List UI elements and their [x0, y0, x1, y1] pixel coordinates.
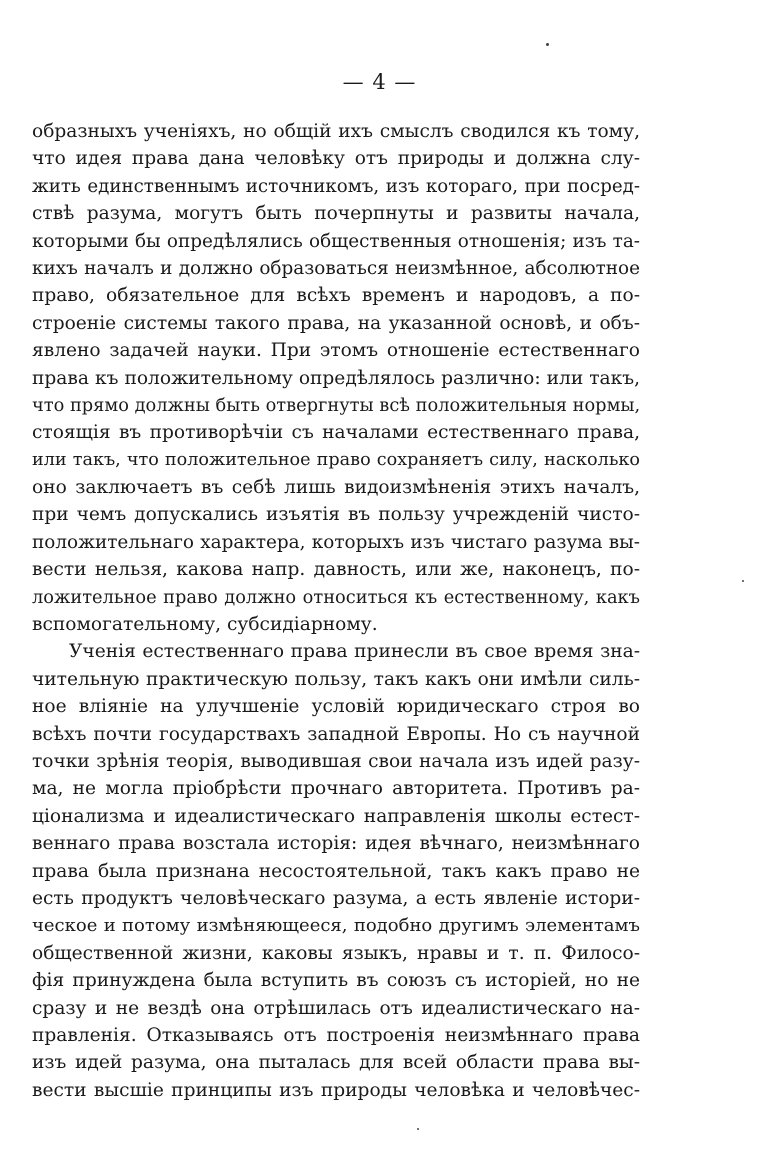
text-line: права была признана несостоятельной, такъ какъ право не: [32, 860, 640, 882]
page-number: — 4 —: [342, 70, 417, 94]
body-text: [32, 118, 640, 1104]
paper-speck: [417, 1128, 419, 1130]
text-line: ное вліяніе на улучшеніе условій юридическаго строя во: [32, 696, 640, 718]
paragraph-end-line: вспомогательному, субсидіарному.: [32, 614, 378, 636]
text-line: что прямо должны быть отвергнуты всѣ положительныя нормы,: [32, 394, 641, 416]
text-line: общественной жизни, каковы языкъ, нравы и т. п. Филосо-: [32, 942, 640, 964]
text-line: право, обязательное для всѣхъ временъ и народовъ, а по-: [32, 285, 640, 307]
paper-speck: [742, 580, 744, 582]
text-line: при чемъ допускались изъятія въ пользу учрежденій чисто-: [32, 504, 640, 526]
text-line: ціонализма и идеалистическаго направленія школы естест-: [32, 805, 640, 827]
text-line: что идея права дана человѣку отъ природы и должна слу-: [32, 148, 640, 170]
text-line: стоящія въ противорѣчіи съ началами естественнаго права,: [32, 422, 640, 444]
text-line: образныхъ ученіяхъ, но общій ихъ смыслъ сводился къ тому,: [32, 121, 640, 142]
text-line: положительнаго характера, которыхъ изъ чистаго разума вы-: [32, 531, 640, 553]
text-line: всѣхъ почти государствахъ западной Европы. Но съ научной: [32, 723, 640, 745]
text-line: ствѣ разума, могутъ быть почерпнуты и развиты начала,: [32, 203, 640, 225]
text-line: жить единственнымъ источникомъ, изъ котораго, при посред-: [32, 175, 640, 197]
paper-speck: [546, 43, 549, 46]
text-line: ческое и потому измѣняющееся, подобно другимъ элементамъ: [32, 915, 640, 937]
text-line: вести нельзя, какова напр. давность, или же, наконецъ, по-: [32, 559, 640, 581]
text-line: явлено задачей науки. При этомъ отношеніе естественнаго: [32, 340, 640, 362]
text-line: сразу и не вездѣ она отрѣшилась отъ идеалистическаго на-: [32, 997, 640, 1019]
text-line: вести высшіе принципы изъ природы человѣка и человѣчес-: [32, 1079, 640, 1101]
text-line: правленія. Отказываясь отъ построенія неизмѣннаго права: [32, 1024, 640, 1046]
paragraph-first-line: Ученія естественнаго права принесли въ свое время зна-: [69, 641, 640, 663]
text-line: права къ положительному опредѣлялось различно: или такъ,: [32, 367, 640, 389]
text-line: есть продуктъ человѣческаго разума, а есть явленіе истори-: [32, 887, 640, 909]
text-line: которыми бы опредѣлялись общественныя отношенія; изъ та-: [32, 230, 640, 252]
text-line: ложительное право должно относиться къ естественному, какъ: [32, 586, 640, 608]
text-line: или такъ, что положительное право сохраняетъ силу, насколько: [32, 449, 640, 470]
text-line: веннаго права возстала исторія: идея вѣчнаго, неизмѣннаго: [32, 833, 640, 855]
text-line: фія принуждена была вступить въ союзъ съ исторіей, но не: [32, 970, 640, 992]
text-line: точки зрѣнія теорія, выводившая свои начала изъ идей разу-: [32, 750, 640, 772]
text-line: оно заключаетъ въ себѣ лишь видоизмѣненія этихъ началъ,: [32, 477, 640, 499]
text-line: изъ идей разума, она пыталась для всей области права вы-: [32, 1052, 640, 1074]
text-line: ма, не могла пріобрѣсти прочнаго авторитета. Противъ ра-: [32, 778, 640, 800]
text-line: строеніе системы такого права, на указанной основѣ, и объ-: [32, 312, 640, 334]
text-line: чительную практическую пользу, такъ какъ они имѣли силь-: [32, 668, 640, 690]
text-line: кихъ началъ и должно образоваться неизмѣнное, абсолютное: [32, 257, 640, 279]
